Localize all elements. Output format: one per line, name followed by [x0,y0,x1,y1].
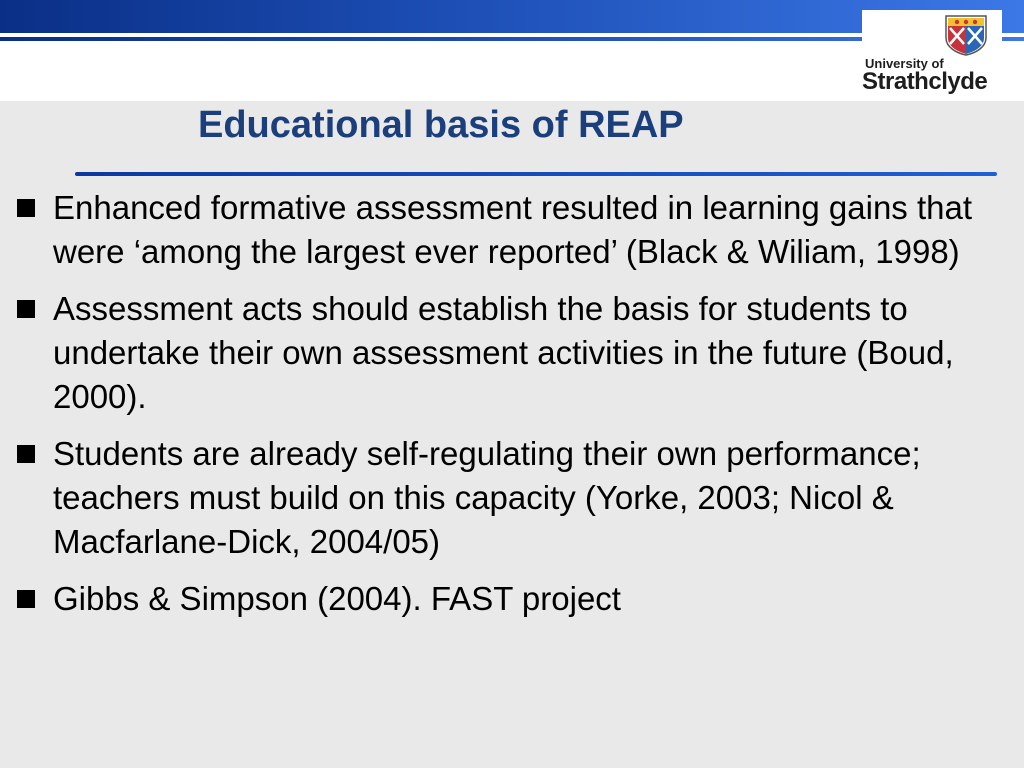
logo-text-university-of: University of [865,56,944,71]
bullet-list [0,186,1024,634]
university-logo [862,10,1002,96]
square-bullet-icon [17,199,35,217]
bullet-text: Enhanced formative assessment resulted in learning gains that were ‘among the largest ever reported’ (Black & Wiliam, 1998) [53,189,973,270]
bullet-item [0,432,1008,564]
bullet-item [0,186,1008,274]
square-bullet-icon [17,300,35,318]
bullet-text: Assessment acts should establish the basis for students to undertake their own assessment activities in the future (Boud, 2000). [53,290,954,415]
bullet-text: Gibbs & Simpson (2004). FAST project [53,580,621,617]
logo-text-strathclyde: Strathclyde [862,68,988,95]
square-bullet-icon [17,445,35,463]
bullet-item [0,577,1008,621]
slide-title: Educational basis of REAP [198,104,684,146]
bullet-text: Students are already self-regulating their own performance; teachers must build on this capacity (Yorke, 2003; Nicol & Macfarlane-Dick, 2004/05) [53,435,921,560]
square-bullet-icon [17,590,35,608]
bullet-item [0,287,1008,419]
title-underline [75,172,997,176]
crest-icon [944,14,988,56]
